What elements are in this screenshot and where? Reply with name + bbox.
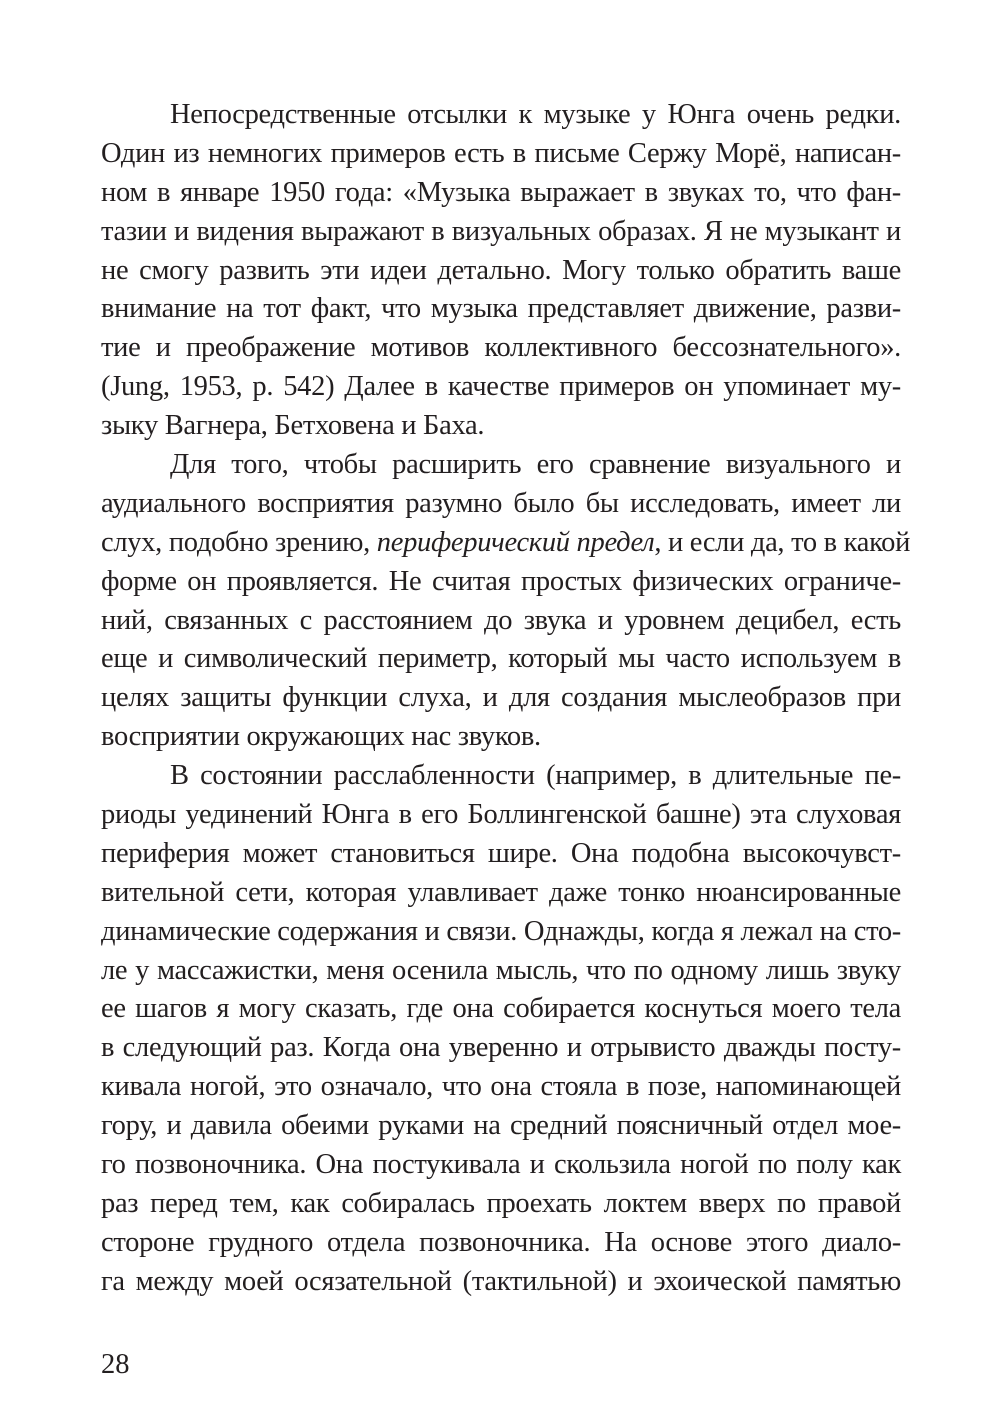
text-segment: слух, подобно зрению, [101,526,377,558]
text-line: еще и символический периметр, который мы часто используем в [101,643,901,675]
paragraph [101,446,911,757]
text-line: раз перед тем, как собиралась проехать локтем вверх по правой [101,1187,901,1219]
text-line: не смогу развить эти идеи детально. Могу только обратить ваше [101,254,901,286]
text-line: го позвоночника. Она постукивала и скользила ногой по полу как [101,1149,901,1181]
text-line: периферия может становиться шире. Она подобна высокочувст- [101,837,901,869]
text-line: гору, и давила обеими руками на средний поясничный отдел мое- [101,1110,901,1142]
paragraph [101,96,901,446]
text-line: форме он проявляется. Не считая простых физических ограниче- [101,565,901,597]
text-line: целях защиты функции слуха, и для создания мыслеобразов при [101,682,901,714]
text-line: Непосредственные отсылки к музыке у Юнга очень редки. [170,99,901,130]
text-line: (Jung, 1953, p. 542) Далее в качестве примеров он упоминает му- [101,371,901,403]
text-line: восприятии окружающих нас звуков. [101,721,541,753]
text-line: ле у массажистки, меня осенила мысль, что по одному лишь звуку [101,954,901,986]
text-line: тазии и видения выражают в визуальных образах. Я не музыкант и [101,215,901,247]
text-line: тие и преображение мотивов коллективного бессознательного». [101,332,901,364]
text-line: Один из немногих примеров есть в письме Сержу Морё, написан- [101,137,901,169]
text-line: в следующий раз. Когда она уверенно и отрывисто дважды посту- [101,1032,901,1064]
text-line: зыку Вагнера, Бетховена и Баха. [101,410,485,442]
text-line: риоды уединений Юнга в его Боллингенской башне) эта слуховая [101,799,901,831]
text-line: В состоянии расслабленности (например, в длительные пе- [170,760,901,792]
text-line: га между моей осязательной (тактильной) и эхоической памятью [101,1265,901,1297]
text-line: динамические содержания и связи. Однажды, когда я лежал на сто- [101,915,901,947]
text-line: аудиального восприятия разумно было бы исследовать, имеет ли [101,487,901,519]
text-line: Для того, чтобы расширить его сравнение визуального и [170,449,901,481]
page-number: 28 [101,1349,130,1380]
text-segment: , и если да, то в какой [654,526,911,558]
text-line: внимание на тот факт, что музыка представляет движение, разви- [101,293,901,325]
text-line [101,524,911,563]
page-body [101,96,911,1302]
text-line: кивала ногой, это означало, что она стояла в позе, напоминающей [101,1071,901,1103]
text-line: вительной сети, которая улавливает даже тонко нюансированные [101,876,901,908]
italic-term: периферический предел [376,526,655,558]
text-line: стороне грудного отдела позвоночника. На основе этого диало- [101,1226,901,1258]
text-line: ном в январе 1950 года: «Музыка выражает в звуках то, что фан- [101,176,901,208]
text-line: ее шагов я могу сказать, где она собирается коснуться моего тела [101,993,901,1025]
paragraph [101,757,901,1301]
text-line: ний, связанных с расстоянием до звука и уровнем децибел, есть [101,604,901,636]
